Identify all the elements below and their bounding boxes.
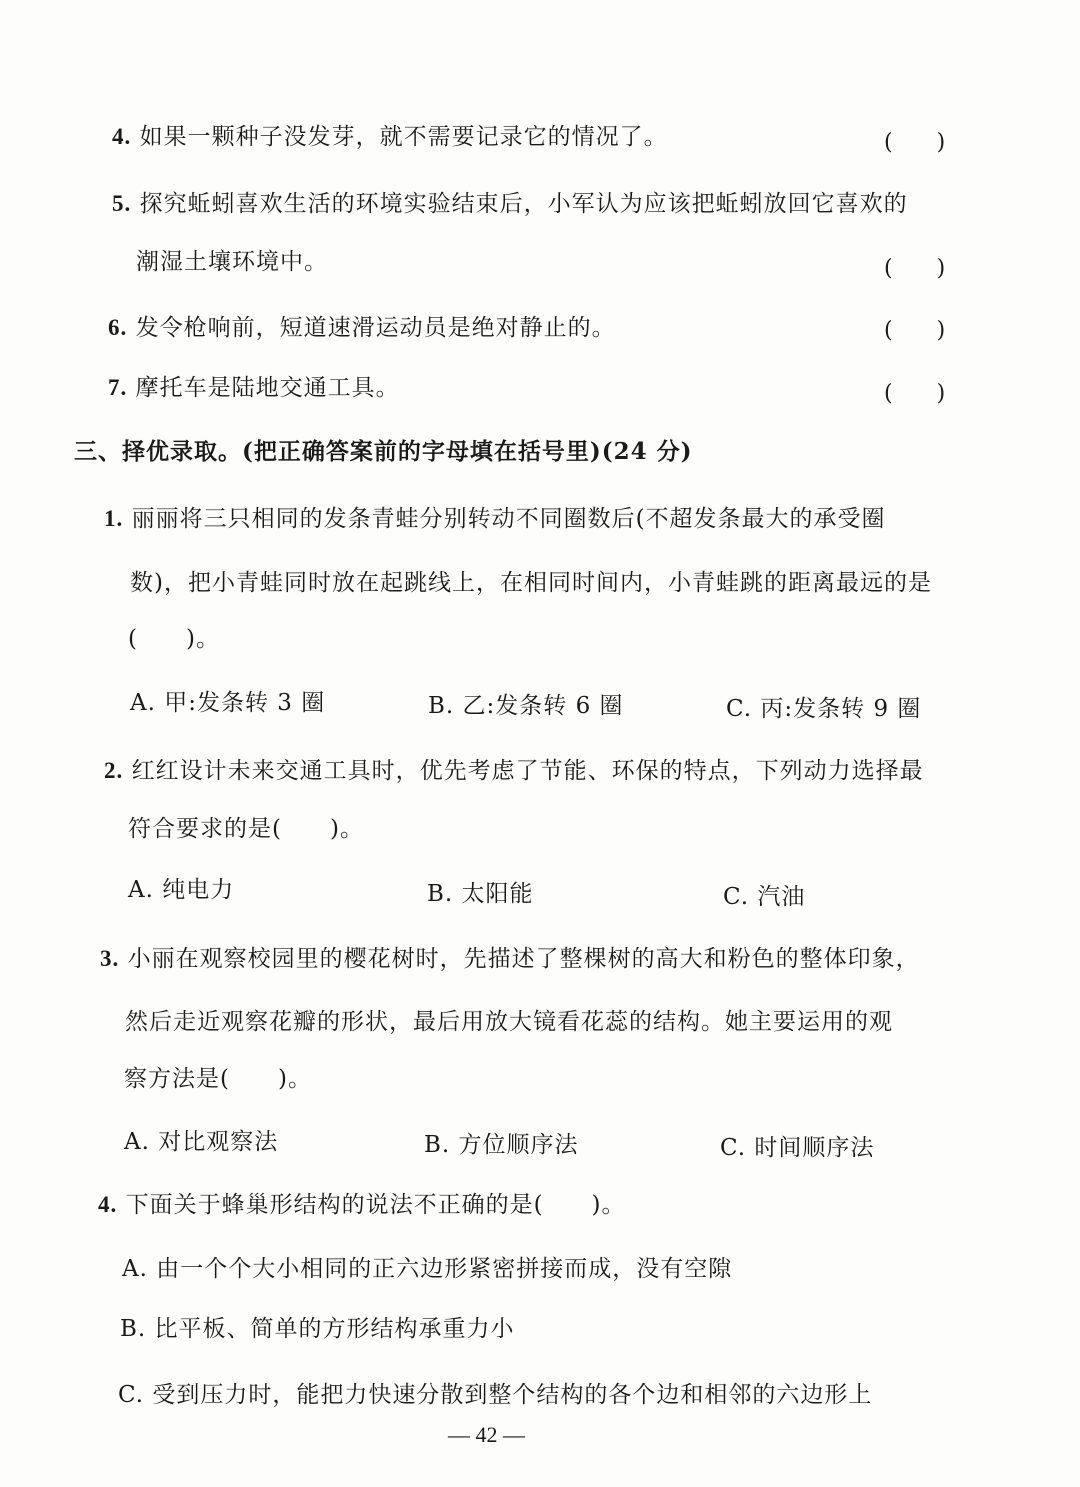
item-text-continued: 察方法是( )。 xyxy=(124,1066,312,1092)
item-text: 摩托车是陆地交通工具。 xyxy=(135,375,400,401)
item-text: 发令枪响前，短道速滑运动员是绝对静止的。 xyxy=(135,315,616,341)
answer-blank[interactable]: ( ) xyxy=(884,381,946,406)
item-number: 3. xyxy=(100,946,120,971)
option-a[interactable]: A. 甲:发条转 3 圈 xyxy=(130,690,326,716)
item-number: 5. xyxy=(112,191,132,216)
answer-blank[interactable]: ( )。 xyxy=(128,626,220,652)
choice-item-1 xyxy=(104,500,886,533)
option-c[interactable]: C. 受到压力时，能把力快速分散到整个结构的各个边和相邻的六边形上 xyxy=(118,1382,873,1408)
item-text-continued: 符合要求的是( )。 xyxy=(128,816,364,842)
section-heading: 三、择优录取。(把正确答案前的字母填在括号里)(24 分) xyxy=(74,438,693,465)
item-text: 红红设计未来交通工具时，优先考虑了节能、环保的特点，下列动力选择最 xyxy=(131,758,924,784)
item-text-continued: 数)，把小青蛙同时放在起跳线上，在相同时间内，小青蛙跳的距离最远的是 xyxy=(130,570,932,596)
item-text: 如果一颗种子没发芽，就不需要记录它的情况了。 xyxy=(139,124,668,150)
page-number: — 42 — xyxy=(448,1422,525,1447)
item-number: 4. xyxy=(98,1192,118,1217)
option-b[interactable]: B. 方位顺序法 xyxy=(424,1132,579,1158)
answer-blank[interactable]: ( ) xyxy=(884,318,946,343)
item-number: 2. xyxy=(104,758,124,783)
item-number: 6. xyxy=(108,315,128,340)
judgement-item-6 xyxy=(108,309,616,342)
judgement-item-7 xyxy=(108,369,400,402)
option-a[interactable]: A. 对比观察法 xyxy=(124,1129,279,1155)
item-text: 探究蚯蚓喜欢生活的环境实验结束后，小军认为应该把蚯蚓放回它喜欢的 xyxy=(139,191,908,217)
option-b[interactable]: B. 乙:发条转 6 圈 xyxy=(428,693,624,719)
answer-blank[interactable]: ( ) xyxy=(884,256,946,281)
item-text-continued: 然后走近观察花瓣的形状，最后用放大镜看花蕊的结构。她主要运用的观 xyxy=(125,1009,893,1035)
option-b[interactable]: B. 比平板、简单的方形结构承重力小 xyxy=(120,1316,515,1342)
option-c[interactable]: C. 时间顺序法 xyxy=(720,1135,875,1161)
answer-blank[interactable]: ( ) xyxy=(884,130,946,155)
option-a[interactable]: A. 纯电力 xyxy=(128,877,235,903)
item-number: 7. xyxy=(108,375,128,400)
judgement-item-5 xyxy=(112,185,908,218)
choice-item-2 xyxy=(104,752,924,785)
option-c[interactable]: C. 汽油 xyxy=(723,884,806,910)
choice-item-4 xyxy=(98,1186,626,1219)
choice-item-3 xyxy=(100,940,920,973)
item-text-continued: 潮湿土壤环境中。 xyxy=(136,249,328,275)
judgement-item-4 xyxy=(112,118,668,151)
option-c[interactable]: C. 丙:发条转 9 圈 xyxy=(726,696,922,722)
option-b[interactable]: B. 太阳能 xyxy=(427,881,534,907)
option-a[interactable]: A. 由一个个大小相同的正六边形紧密拼接而成，没有空隙 xyxy=(122,1256,733,1282)
item-number: 4. xyxy=(112,124,132,149)
item-text: 小丽在观察校园里的樱花树时，先描述了整棵树的高大和粉色的整体印象， xyxy=(127,946,920,972)
item-number: 1. xyxy=(104,506,124,531)
item-text: 丽丽将三只相同的发条青蛙分别转动不同圈数后(不超发条最大的承受圈 xyxy=(131,506,886,532)
item-text: 下面关于蜂巢形结构的说法不正确的是( )。 xyxy=(125,1192,626,1218)
